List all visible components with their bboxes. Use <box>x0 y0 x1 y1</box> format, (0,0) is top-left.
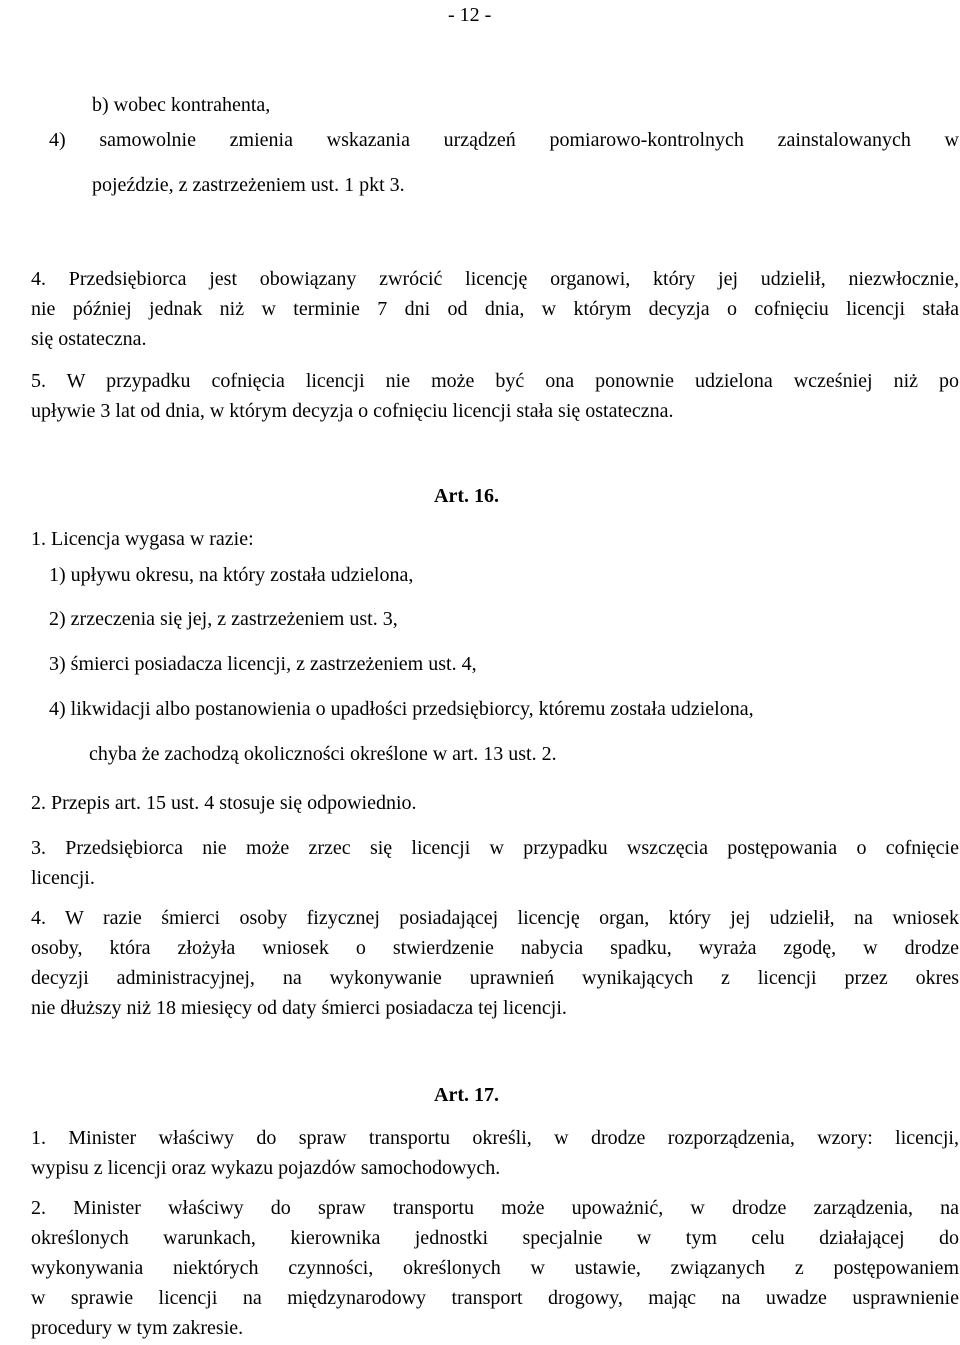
art16-item-2: 2) zrzeczenia się jej, z zastrzeżeniem ust. 3, <box>49 608 398 630</box>
art15-ust5-line1: 5. W przypadku cofnięcia licencji nie może być ona ponownie udzielona wcześniej niż po <box>31 370 959 392</box>
art16-ust1-intro: 1. Licencja wygasa w razie: <box>31 528 254 550</box>
art16-ust3-line2: licencji. <box>31 867 95 889</box>
art17-ust2-line3: wykonywania niektórych czynności, określonych w ustawie, związanych z postępowaniem <box>31 1257 959 1279</box>
art16-item-4: 4) likwidacji albo postanowienia o upadłości przedsiębiorcy, któremu została udzielona, <box>49 698 754 720</box>
art15-ust4-line3: się ostateczna. <box>31 328 147 350</box>
art17-ust1-line1: 1. Minister właściwy do spraw transportu określi, w drodze rozporządzenia, wzory: licencji, <box>31 1127 959 1149</box>
page-number: - 12 - <box>448 4 492 26</box>
art16-ust2: 2. Przepis art. 15 ust. 4 stosuje się odpowiednio. <box>31 792 417 814</box>
item-4-line1: 4) samowolnie zmienia wskazania urządzeń pomiarowo-kontrolnych zainstalowanych w <box>49 129 959 151</box>
art16-ust4-line4: nie dłuższy niż 18 miesięcy od daty śmierci posiadacza tej licencji. <box>31 997 567 1019</box>
art17-ust2-line2: określonych warunkach, kierownika jednostki specjalnie w tym celu działającej do <box>31 1227 959 1249</box>
art17-ust2-line4: w sprawie licencji na międzynarodowy transport drogowy, mając na uwadze usprawnienie <box>31 1287 959 1309</box>
art15-ust5-line2: upływie 3 lat od dnia, w którym decyzja o cofnięciu licencji stała się ostateczna. <box>31 400 674 422</box>
art17-heading: Art. 17. <box>434 1084 499 1106</box>
art16-item-4-continued: chyba że zachodzą okoliczności określone w art. 13 ust. 2. <box>89 743 557 765</box>
art16-ust4-line2: osoby, która złożyła wniosek o stwierdzenie nabycia spadku, wyraża zgodę, w drodze <box>31 937 959 959</box>
art17-ust1-line2: wypisu z licencji oraz wykazu pojazdów samochodowych. <box>31 1157 501 1179</box>
art15-ust4-line1: 4. Przedsiębiorca jest obowiązany zwrócić licencję organowi, który jej udzielił, niezwłocznie, <box>31 268 959 290</box>
art16-ust4-line1: 4. W razie śmierci osoby fizycznej posiadającej licencję organ, który jej udzielił, na wniosek <box>31 907 959 929</box>
art17-ust2-line1: 2. Minister właściwy do spraw transportu może upoważnić, w drodze zarządzenia, na <box>31 1197 959 1219</box>
art16-item-1: 1) upływu okresu, na który została udzielona, <box>49 564 414 586</box>
art16-ust4-line3: decyzji administracyjnej, na wykonywanie uprawnień wynikających z licencji przez okres <box>31 967 959 989</box>
art17-ust2-line5: procedury w tym zakresie. <box>31 1317 244 1339</box>
art16-heading: Art. 16. <box>434 485 499 507</box>
art15-ust4-line2: nie później jednak niż w terminie 7 dni od dnia, w którym decyzja o cofnięciu licencji stała <box>31 298 959 320</box>
item-b: b) wobec kontrahenta, <box>92 94 271 116</box>
art16-item-3: 3) śmierci posiadacza licencji, z zastrzeżeniem ust. 4, <box>49 653 477 675</box>
item-4-line2: pojeździe, z zastrzeżeniem ust. 1 pkt 3. <box>92 174 405 196</box>
art16-ust3-line1: 3. Przedsiębiorca nie może zrzec się licencji w przypadku wszczęcia postępowania o cofnięcie <box>31 837 959 859</box>
